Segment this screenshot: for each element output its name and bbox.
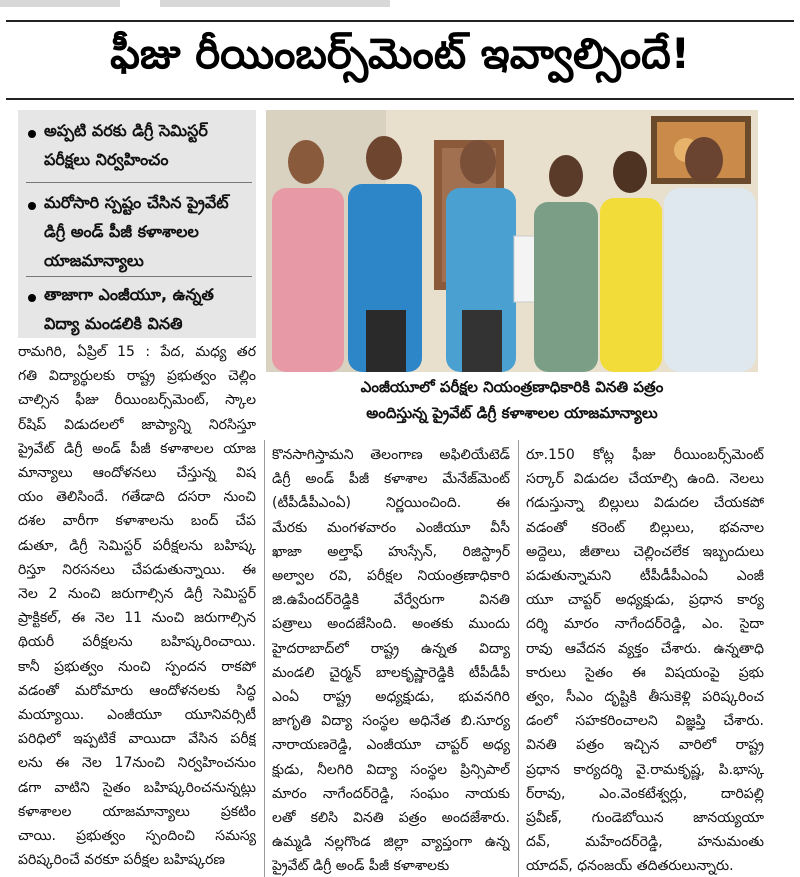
article-line: లతో కలిసి వినతి పత్రం అందజేశారు.	[272, 810, 510, 827]
article-line: చాయి. ప్రభుత్వం స్పందించి సమస్య	[18, 828, 256, 845]
column-divider	[518, 440, 519, 877]
article-line: క్షుడు, నీలగిరి విద్యా సంస్థల ప్రిన్సిపాల్	[272, 761, 510, 778]
article-line: పరిష్కరించే వరకూ పరీక్షల బహిష్కరణ	[18, 852, 225, 869]
bullet-dot-icon	[28, 202, 36, 210]
bullet-text: మరోసారి స్పష్టం చేసిన ప్రైవేట్ డిగ్రీ అండ్ పీజీ కళాశాలల యాజమాన్యాలు	[44, 193, 229, 270]
article-line: గతి విద్యార్థులకు రాష్ట్ర ప్రభుత్వం చెల్లిం	[18, 368, 256, 385]
headline: ఫీజు రీయింబర్స్‌మెంట్ ఇవ్వాల్సిందే!	[110, 29, 690, 78]
article-column-2	[272, 443, 510, 877]
column-divider	[264, 440, 265, 877]
article-line: హైదరాబాద్‌లో రాష్ట్ర ఉన్నత విద్యా	[272, 640, 510, 657]
top-strip-tab	[160, 0, 390, 7]
article-line: చాల్సిన ఫీజు రీయింబర్స్‌మెంట్, స్కాల	[18, 392, 256, 409]
article-line: యం తెలిసిందే. గతేడాది దసరా నుంచి	[18, 489, 256, 506]
article-line: ప్రధాన కార్యదర్శి వై.రామకృష్ణ, పి.భాస్క	[526, 761, 764, 778]
bullet-item	[18, 188, 256, 275]
article-line: వడంతో మరోమారు ఆందోళనలకు సిద్ధ	[18, 682, 256, 699]
bullet-dot-icon	[28, 130, 36, 138]
article-line: యూ చాప్టర్ అధ్యక్షుడు, ప్రధాన కార్య	[526, 592, 764, 609]
article-line: మాన్యాలు ఆందోళనలు చేస్తున్న విష	[18, 465, 256, 482]
article-line: యాదవ్, ధనంజయ్ తదితరులున్నారు.	[526, 858, 734, 875]
article-line: ఖాజా అల్తాఫ్ హుస్సేన్, రిజిస్ట్రార్	[272, 543, 510, 560]
article-line: పరిధిలో ఇప్పటికే వాయిదా వేసిన పరీక్ష	[18, 731, 256, 748]
article-line: లను ఈ నెల 17నుంచి నిర్వహించనుం	[18, 755, 256, 772]
article-line: పత్రాలు అందజేసింది. అంతకు ముందు	[272, 616, 510, 633]
article-line: ర్‌షిప్ విడుదలలో జాప్యాన్ని నిరసిస్తూ	[18, 416, 256, 433]
article-line: సర్కార్ విడుదల చేయాల్సి ఉంది. నెలలు	[526, 471, 764, 488]
article-line: రూ.150 కోట్ల ఫీజు రీయింబర్స్‌మెంట్	[526, 447, 764, 463]
article-line: కళాశాలల యాజమాన్యాలు ప్రకటిం	[18, 803, 256, 820]
article-line: మారం నాగేందర్‌రెడ్డి, సంఘం నాయకు	[272, 785, 510, 802]
photo-caption-line: ఎంజీయూలో పరీక్షల నియంత్రణాధికారికి వినతి పత్రం	[360, 378, 664, 396]
article-column-3	[526, 443, 764, 877]
article-line: గడుస్తున్నా బిల్లులు విడుదల చేయకపో	[526, 495, 764, 512]
article-line: థియరీ పరీక్షలను బహిష్కరించాయి.	[18, 634, 256, 651]
article-line: ర్‌రావు, ఎం.వెంకటేశ్వర్లు, దారిపల్లి	[526, 785, 764, 802]
bullet-item	[18, 280, 256, 338]
article-line: నారాయణరెడ్డి, ఎంజీయూ చాప్టర్ అధ్య	[272, 737, 510, 754]
bullet-divider	[26, 182, 252, 183]
article-line: డుతూ, డిగ్రీ సెమిస్టర్ పరీక్షలను బహిష్క	[18, 537, 256, 554]
article-line: కానీ ప్రభుత్వం నుంచి స్పందన రాకపో	[18, 658, 256, 675]
article-line: ఎంఏ రాష్ట్ర అధ్యక్షుడు, భువనగిరి	[272, 689, 510, 706]
article-line: కారులు సైతం ఈ విషయంపై ప్రభు	[526, 664, 764, 681]
article-line: వడంతో కరెంట్ బిల్లులు, భవనాల	[526, 519, 764, 536]
article-line: డగా వాటిని సైతం బహిష్కరించనున్నట్లు	[18, 779, 256, 796]
article-line: డంలో సహకరించాలని విజ్ఞప్తి చేశారు.	[526, 713, 764, 730]
bullet-dot-icon	[28, 294, 36, 302]
photo-caption	[266, 374, 758, 430]
news-photo-illustration	[266, 110, 758, 372]
article-line: జాగృతి విద్యా సంస్థల అధినేత బి.సూర్య	[272, 713, 510, 730]
article-line: జి.ఉపేందర్‌రెడ్డికి వేర్వేరుగా వినతి	[272, 592, 510, 609]
article-line: త్వం, సీఎం దృష్టికి తీసుకెళ్లి పరిష్కరించ	[526, 689, 764, 706]
bullet-divider	[26, 276, 252, 277]
article-line: మండలి చైర్మన్ బాలకృష్ణారెడ్డికి టీపీడీపీ	[272, 664, 510, 681]
headline-bottom-rule	[6, 98, 794, 100]
article-line: మయ్యాయి. ఎంజీయూ యూనివర్సిటీ	[18, 707, 256, 724]
article-column-1	[18, 340, 256, 877]
article-line: కొనసాగిస్తామని తెలంగాణ అఫిలియేటెడ్	[272, 447, 510, 463]
news-photo	[266, 110, 758, 372]
article-line: మేరకు మంగళవారం ఎంజీయూ వీసీ	[272, 519, 510, 536]
article-line: దర్శి మారం నాగేందర్‌రెడ్డి, ఎం. సైదా	[526, 616, 764, 633]
article-line: రామగిరి, ఏప్రిల్ 15 : పేద, మధ్య తర	[18, 344, 256, 360]
article-line: వినతి పత్రం ఇచ్చిన వారిలో రాష్ట్ర	[526, 737, 764, 754]
photo-caption-line: అందిస్తున్న ప్రైవేట్ డిగ్రీ కళాశాలల యాజమాన్యాలు	[366, 404, 658, 422]
article-line: డిగ్రీ అండ్ పీజీ కళాశాల మేనేజ్‌మెంట్	[272, 471, 510, 488]
article-line: దశల వారీగా కళాశాలను బంద్ చేప	[18, 513, 256, 530]
article-line: అద్దెలు, జీతాలు చెల్లించలేక ఇబ్బందులు	[526, 543, 764, 560]
article-line: రావు ఆవేదన వ్యక్తం చేశారు. ఉన్నతాధి	[526, 640, 764, 657]
headline-top-rule	[6, 20, 794, 22]
article-line: ప్రవీణ్, గుండెబోయిన జానయ్యయా	[526, 810, 764, 827]
article-line: రిస్తూ నిరసనలు చేపడుతున్నాయి. ఈ	[18, 561, 256, 578]
article-line: ప్రైవేట్ డిగ్రీ అండ్ పీజీ కళాశాలల యాజ	[18, 440, 256, 457]
article-line: పడుతున్నామని టీపీడీపీఎంఏ ఎంజీ	[526, 568, 764, 585]
page-top-strip	[0, 0, 800, 12]
article-line: ప్రాక్టికల్, ఈ నెల 11 నుంచి జరుగాల్సిన	[18, 610, 256, 627]
bullet-box	[18, 110, 256, 338]
article-line: (టీపీడీపీఎంఏ) నిర్ణయించింది. ఈ	[272, 495, 510, 512]
article-line: నెల 2 నుంచి జరుగాల్సిన డిగ్రీ సెమిస్టర్	[18, 586, 256, 603]
article-line: దవ్, మహేందర్‌రెడ్డి, హనుమంతు	[526, 834, 764, 851]
article-line: అల్వాల రవి, పరీక్షల నియంత్రణాధికారి	[272, 568, 510, 585]
top-strip-tab	[0, 0, 120, 7]
bullet-text: అప్పటి వరకు డిగ్రీ సెమిస్టర్ పరీక్షలు నిర్వహించం	[44, 121, 208, 169]
bullet-item	[18, 116, 256, 174]
article-line: ప్రైవేట్ డిగ్రీ అండ్ పీజీ కళాశాలకు	[272, 858, 450, 875]
bullet-text: తాజాగా ఎంజీయూ, ఉన్నత విద్యా మండలికి వినతి	[44, 285, 214, 333]
article-line: ఉమ్మడి నల్లగొండ జిల్లా వ్యాప్తంగా ఉన్న	[272, 834, 510, 851]
